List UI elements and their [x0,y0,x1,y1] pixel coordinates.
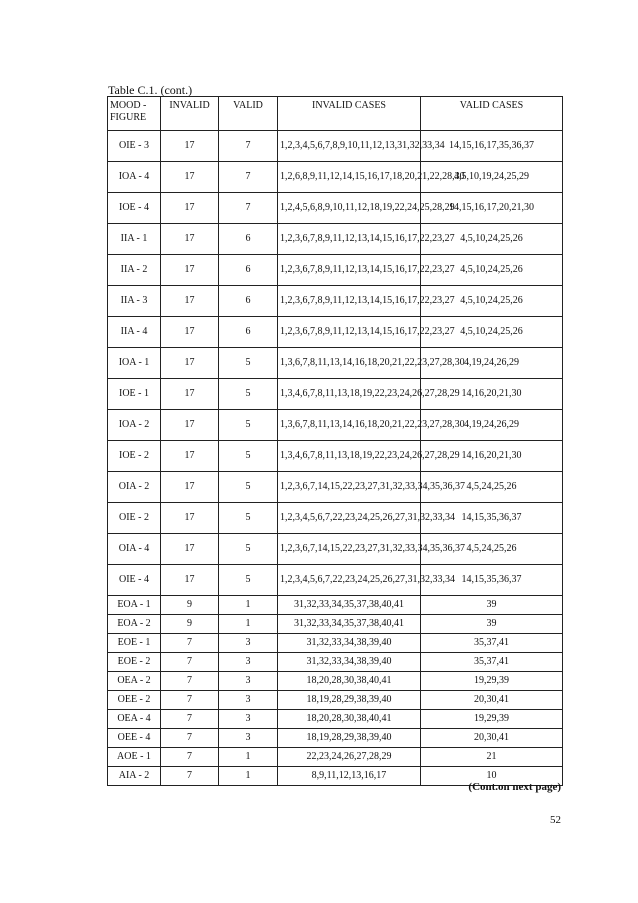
cell-mood-figure: AOE - 1 [108,748,161,767]
header-valid: VALID [219,97,278,131]
cell-valid-cases: 35,37,41 [421,634,563,653]
cell-mood-figure: IIA - 1 [108,224,161,255]
cell-invalid-cases: 1,2,6,8,9,11,12,14,15,16,17,18,20,21,22,28,30 [278,162,421,193]
cell-valid: 3 [219,729,278,748]
table-row [108,255,563,286]
cell-mood-figure: EOA - 1 [108,596,161,615]
cell-invalid: 17 [161,224,219,255]
cell-invalid-cases: 1,2,3,6,7,8,9,11,12,13,14,15,16,17,22,23,27 [278,224,421,255]
cell-invalid-cases: 18,20,28,30,38,40,41 [278,672,421,691]
cell-valid: 6 [219,224,278,255]
table-header-row [108,97,563,131]
cell-valid: 3 [219,672,278,691]
cell-invalid-cases: 1,3,6,7,8,11,13,14,16,18,20,21,22,23,27,28,30 [278,348,421,379]
cell-valid-cases: 4,19,24,26,29 [421,348,563,379]
cell-invalid-cases: 1,2,3,4,5,6,7,8,9,10,11,12,13,31,32,33,34 [278,131,421,162]
cell-valid: 3 [219,653,278,672]
cell-valid-cases: 4,5,24,25,26 [421,534,563,565]
cell-invalid: 7 [161,691,219,710]
cell-invalid-cases: 1,2,3,6,7,8,9,11,12,13,14,15,16,17,22,23,27 [278,255,421,286]
cell-mood-figure: IOA - 1 [108,348,161,379]
cell-mood-figure: OIA - 2 [108,472,161,503]
cell-valid-cases: 39 [421,615,563,634]
table-row [108,317,563,348]
cell-invalid-cases: 1,2,4,5,6,8,9,10,11,12,18,19,22,24,25,28,29 [278,193,421,224]
cell-invalid: 17 [161,441,219,472]
cell-valid: 6 [219,286,278,317]
cell-valid-cases: 4,5,10,24,25,26 [421,224,563,255]
cell-invalid: 17 [161,379,219,410]
cell-mood-figure: OIE - 3 [108,131,161,162]
cell-mood-figure: OEA - 2 [108,672,161,691]
cell-valid-cases: 10 [421,767,563,786]
cell-valid: 5 [219,379,278,410]
cell-invalid-cases: 22,23,24,26,27,28,29 [278,748,421,767]
cell-mood-figure: OEE - 2 [108,691,161,710]
cell-valid: 3 [219,710,278,729]
table-row [108,672,563,691]
cell-mood-figure: OIA - 4 [108,534,161,565]
cell-valid: 1 [219,596,278,615]
cell-invalid: 17 [161,255,219,286]
table-row [108,596,563,615]
cell-valid-cases: 4,5,24,25,26 [421,472,563,503]
header-invalid-cases: INVALID CASES [278,97,421,131]
cell-valid: 5 [219,503,278,534]
table-row [108,691,563,710]
cell-mood-figure: EOE - 2 [108,653,161,672]
cell-invalid: 17 [161,565,219,596]
cell-valid-cases: 20,30,41 [421,729,563,748]
cell-valid: 7 [219,193,278,224]
cell-invalid: 9 [161,615,219,634]
cell-valid: 5 [219,565,278,596]
cell-valid-cases: 14,16,20,21,30 [421,379,563,410]
cell-invalid-cases: 1,2,3,6,7,8,9,11,12,13,14,15,16,17,22,23,27 [278,317,421,348]
cell-mood-figure: IOA - 4 [108,162,161,193]
cell-mood-figure: IOA - 2 [108,410,161,441]
table-row [108,729,563,748]
cell-invalid-cases: 31,32,33,34,35,37,38,40,41 [278,615,421,634]
table-row [108,441,563,472]
cell-valid: 3 [219,691,278,710]
cell-invalid-cases: 31,32,33,34,35,37,38,40,41 [278,596,421,615]
table-row [108,634,563,653]
cell-valid: 3 [219,634,278,653]
cell-valid-cases: 19,29,39 [421,710,563,729]
table-row [108,379,563,410]
cell-valid-cases: 21 [421,748,563,767]
cell-invalid: 17 [161,534,219,565]
cell-invalid: 17 [161,162,219,193]
table-row [108,286,563,317]
cell-invalid: 9 [161,596,219,615]
cell-invalid-cases: 18,19,28,29,38,39,40 [278,691,421,710]
cell-mood-figure: OEA - 4 [108,710,161,729]
cell-valid-cases: 4,5,10,24,25,26 [421,286,563,317]
table-body [108,131,563,786]
cell-valid-cases: 14,15,35,36,37 [421,503,563,534]
cell-mood-figure: IIA - 4 [108,317,161,348]
cell-valid-cases: 20,30,41 [421,691,563,710]
table-row [108,748,563,767]
cell-mood-figure: OIE - 2 [108,503,161,534]
cell-invalid: 17 [161,472,219,503]
cell-mood-figure: EOA - 2 [108,615,161,634]
cell-valid: 5 [219,472,278,503]
cell-invalid: 7 [161,634,219,653]
table-row [108,534,563,565]
cell-valid-cases: 14,16,20,21,30 [421,441,563,472]
cell-valid: 7 [219,162,278,193]
cell-valid: 1 [219,767,278,786]
cell-invalid-cases: 18,19,28,29,38,39,40 [278,729,421,748]
cell-valid-cases: 4,5,10,19,24,25,29 [421,162,563,193]
cell-valid: 1 [219,748,278,767]
cell-invalid-cases: 1,3,4,6,7,8,11,13,18,19,22,23,24,26,27,28,29 [278,441,421,472]
cell-invalid: 17 [161,348,219,379]
cell-valid: 6 [219,317,278,348]
table-row [108,162,563,193]
cell-invalid-cases: 1,3,4,6,7,8,11,13,18,19,22,23,24,26,27,28,29 [278,379,421,410]
header-mood-figure: MOOD - FIGURE [108,97,161,131]
cell-invalid-cases: 1,2,3,4,5,6,7,22,23,24,25,26,27,31,32,33,34 [278,503,421,534]
table-row [108,224,563,255]
cell-invalid-cases: 1,2,3,4,5,6,7,22,23,24,25,26,27,31,32,33,34 [278,565,421,596]
cell-mood-figure: IOE - 4 [108,193,161,224]
table-caption: Table C.1. (cont.) [108,83,193,97]
syllogism-table [107,96,563,786]
cell-invalid: 7 [161,653,219,672]
table-row [108,348,563,379]
cell-invalid: 7 [161,672,219,691]
table-row [108,503,563,534]
cell-valid: 1 [219,615,278,634]
cell-mood-figure: OIE - 4 [108,565,161,596]
cell-invalid-cases: 31,32,33,34,38,39,40 [278,653,421,672]
cell-valid: 7 [219,131,278,162]
cell-valid: 5 [219,410,278,441]
cell-invalid: 17 [161,503,219,534]
cell-invalid-cases: 1,2,3,6,7,14,15,22,23,27,31,32,33,34,35,36,37 [278,472,421,503]
cell-invalid-cases: 1,2,3,6,7,8,9,11,12,13,14,15,16,17,22,23,27 [278,286,421,317]
cell-mood-figure: OEE - 4 [108,729,161,748]
cell-invalid: 7 [161,729,219,748]
table-row [108,565,563,596]
cell-valid-cases: 39 [421,596,563,615]
cell-mood-figure: IIA - 3 [108,286,161,317]
cell-mood-figure: IIA - 2 [108,255,161,286]
cell-valid-cases: 19,29,39 [421,672,563,691]
cell-invalid-cases: 1,3,6,7,8,11,13,14,16,18,20,21,22,23,27,28,30 [278,410,421,441]
cell-invalid: 17 [161,286,219,317]
cell-mood-figure: IOE - 1 [108,379,161,410]
cell-invalid: 17 [161,410,219,441]
cell-valid-cases: 4,5,10,24,25,26 [421,317,563,348]
cell-valid: 5 [219,534,278,565]
page-number: 52 [550,814,561,826]
cell-invalid: 7 [161,748,219,767]
cell-invalid-cases: 31,32,33,34,38,39,40 [278,634,421,653]
cell-valid-cases: 14,15,16,17,35,36,37 [421,131,563,162]
cell-invalid: 7 [161,767,219,786]
table-row [108,653,563,672]
cell-valid-cases: 14,15,35,36,37 [421,565,563,596]
cell-valid: 5 [219,441,278,472]
cell-valid-cases: 35,37,41 [421,653,563,672]
header-invalid: INVALID [161,97,219,131]
table-row [108,410,563,441]
header-valid-cases: VALID CASES [421,97,563,131]
cell-invalid: 17 [161,317,219,348]
cell-mood-figure: EOE - 1 [108,634,161,653]
cell-valid-cases: 4,19,24,26,29 [421,410,563,441]
cell-invalid-cases: 18,20,28,30,38,40,41 [278,710,421,729]
cell-valid: 6 [219,255,278,286]
cell-invalid-cases: 8,9,11,12,13,16,17 [278,767,421,786]
cell-invalid: 7 [161,710,219,729]
cell-valid-cases: 14,15,16,17,20,21,30 [421,193,563,224]
cell-mood-figure: IOE - 2 [108,441,161,472]
cell-valid-cases: 4,5,10,24,25,26 [421,255,563,286]
cell-valid: 5 [219,348,278,379]
table-row [108,193,563,224]
continued-note: (Cont.on next page) [468,781,561,793]
cell-invalid-cases: 1,2,3,6,7,14,15,22,23,27,31,32,33,34,35,36,37 [278,534,421,565]
cell-invalid: 17 [161,131,219,162]
cell-mood-figure: AIA - 2 [108,767,161,786]
table-row [108,131,563,162]
table-row [108,710,563,729]
table-row [108,615,563,634]
table-row [108,472,563,503]
cell-invalid: 17 [161,193,219,224]
